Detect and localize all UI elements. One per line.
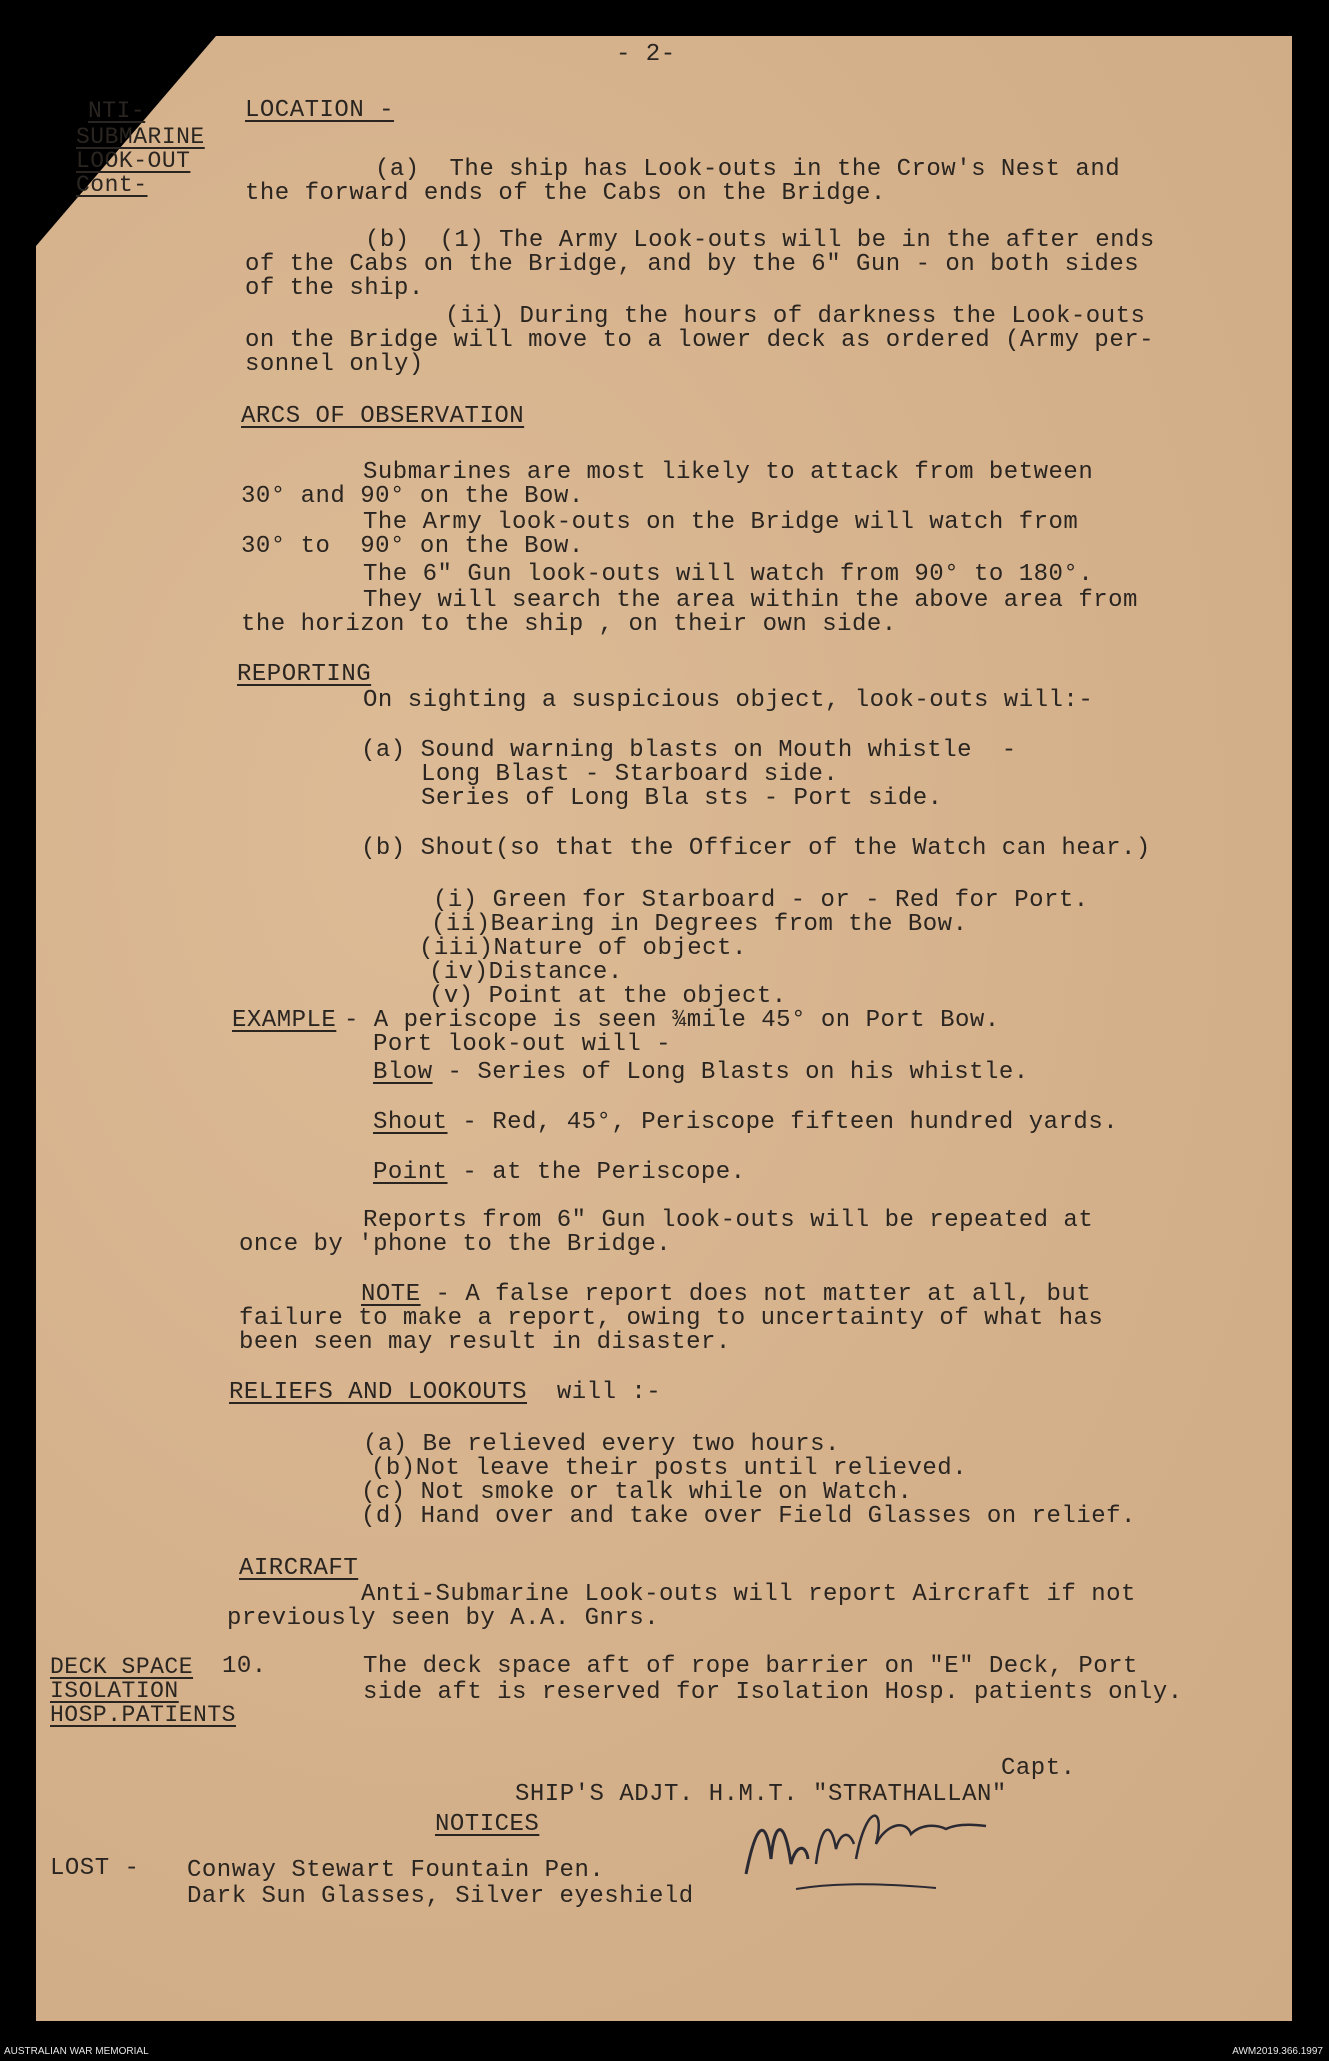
location-ii-line: on the Bridge will move to a lower deck as ordered (Army per- <box>245 327 1155 354</box>
deck-space-number: 10. <box>222 1653 267 1680</box>
arcs-heading: ARCS OF OBSERVATION <box>241 403 525 430</box>
location-a-line: the forward ends of the Cabs on the Bridge. <box>245 180 886 207</box>
deck-space-heading-line: HOSP.PATIENTS <box>50 1702 236 1728</box>
reporting-intro: On sighting a suspicious object, look-outs will:- <box>363 687 1094 714</box>
reliefs-item: (c) Not smoke or talk while on Watch. <box>361 1479 913 1506</box>
reporting-b: (b) Shout(so that the Officer of the Watch can hear.) <box>361 835 1151 862</box>
lost-item: Conway Stewart Fountain Pen. <box>187 1857 605 1884</box>
margin-heading-line: Cont- <box>76 172 148 198</box>
reporting-a-line: Series of Long Bla sts - Port side. <box>421 785 943 812</box>
location-b-line: of the Cabs on the Bridge, and by the 6" Gun - on both sides <box>245 251 1140 278</box>
aircraft-heading: AIRCRAFT <box>239 1555 359 1582</box>
example-point <box>373 1160 746 1186</box>
example-shout <box>373 1110 1118 1136</box>
reporting-item: (iv)Distance. <box>429 959 623 986</box>
margin-heading-line: NTI- <box>88 98 146 124</box>
location-ii-line: (ii) During the hours of darkness the Look-outs <box>445 303 1146 330</box>
note-line: failure to make a report, owing to uncertainty of what has <box>239 1305 1104 1332</box>
shout-text: - Red, 45°, Periscope fifteen hundred yards. <box>447 1109 1119 1136</box>
arcs-line: Submarines are most likely to attack from between <box>363 459 1094 486</box>
blow-label: Blow <box>373 1059 433 1086</box>
reports-line: once by 'phone to the Bridge. <box>239 1231 672 1258</box>
location-heading: LOCATION - <box>245 97 395 124</box>
example-line: Port look-out will - <box>373 1031 672 1058</box>
lost-item: Dark Sun Glasses, Silver eyeshield <box>187 1883 694 1910</box>
footer-accession-number: AWM2019.366.1997 <box>1232 2046 1323 2057</box>
reporting-item: (ii)Bearing in Degrees from the Bow. <box>431 911 968 938</box>
note-line: been seen may result in disaster. <box>239 1329 731 1356</box>
reliefs-heading: RELIEFS AND LOOKOUTS <box>229 1379 528 1406</box>
deck-space-line: The deck space aft of rope barrier on "E" Deck, Port <box>363 1653 1138 1680</box>
footer-institution: AUSTRALIAN WAR MEMORIAL <box>4 2046 149 2057</box>
location-ii-line: sonnel only) <box>245 351 424 378</box>
reporting-a-line: Long Blast - Starboard side. <box>421 761 839 788</box>
signature-ship: SHIP'S ADJT. H.M.T. "STRATHALLAN" <box>515 1781 1007 1808</box>
reliefs-item: (b)Not leave their posts until relieved. <box>371 1455 968 1482</box>
margin-heading-line: SUBMARINE <box>76 124 205 150</box>
page-number: - 2- <box>616 41 676 68</box>
note-label: NOTE <box>361 1281 421 1308</box>
reporting-a-line: (a) Sound warning blasts on Mouth whistle - <box>361 737 1017 764</box>
deck-space-heading-line: DECK SPACE <box>50 1654 194 1680</box>
arcs-line: the horizon to the ship , on their own side. <box>241 611 897 638</box>
blow-text: - Series of Long Blasts on his whistle. <box>432 1059 1029 1086</box>
reliefs-item: (d) Hand over and take over Field Glasses on relief. <box>361 1503 1136 1530</box>
arcs-line: The Army look-outs on the Bridge will watch from <box>363 509 1079 536</box>
reporting-item: (iii)Nature of object. <box>419 935 747 962</box>
notices-heading: NOTICES <box>435 1811 540 1838</box>
deck-space-heading-line: ISOLATION <box>50 1678 179 1704</box>
note-text: - A false report does not matter at all, but <box>420 1281 1092 1308</box>
signature-capt: Capt. <box>1001 1755 1076 1782</box>
reliefs-will: will :- <box>556 1379 662 1406</box>
shout-label: Shout <box>373 1109 448 1136</box>
arcs-line: 30° and 90° on the Bow. <box>241 483 584 510</box>
point-label: Point <box>373 1159 448 1186</box>
point-text: - at the Periscope. <box>447 1159 746 1186</box>
location-a-line: (a) The ship has Look-outs in the Crow's Nest and <box>375 156 1121 183</box>
location-b-line: of the ship. <box>245 275 424 302</box>
aircraft-line: Anti-Submarine Look-outs will report Aircraft if not <box>361 1581 1136 1608</box>
reports-line: Reports from 6" Gun look-outs will be repeated at <box>363 1207 1094 1234</box>
reliefs-item: (a) Be relieved every two hours. <box>363 1431 840 1458</box>
reporting-item: (v) Point at the object. <box>429 983 787 1010</box>
reporting-item: (i) Green for Starboard - or - Red for Port. <box>433 887 1089 914</box>
deck-space-line: side aft is reserved for Isolation Hosp. patients only. <box>363 1679 1183 1706</box>
arcs-line: They will search the area within the above area from <box>363 587 1138 614</box>
arcs-line: 30° to 90° on the Bow. <box>241 533 584 560</box>
example-label: EXAMPLE <box>232 1007 337 1034</box>
arcs-line: The 6" Gun look-outs will watch from 90° to 180°. <box>363 561 1094 588</box>
lost-label: LOST - <box>50 1855 140 1882</box>
reporting-heading: REPORTING <box>237 661 372 688</box>
aircraft-line: previously seen by A.A. Gnrs. <box>227 1605 660 1632</box>
margin-heading-line: LOOK-OUT <box>76 148 191 174</box>
example-line: - A periscope is seen ¾mile 45° on Port Bow. <box>344 1007 1000 1034</box>
reliefs-heading-line <box>229 1380 661 1406</box>
location-b-line: (b) (1) The Army Look-outs will be in the after ends <box>365 227 1155 254</box>
example-blow <box>373 1060 1029 1086</box>
document-page <box>36 36 1292 2021</box>
